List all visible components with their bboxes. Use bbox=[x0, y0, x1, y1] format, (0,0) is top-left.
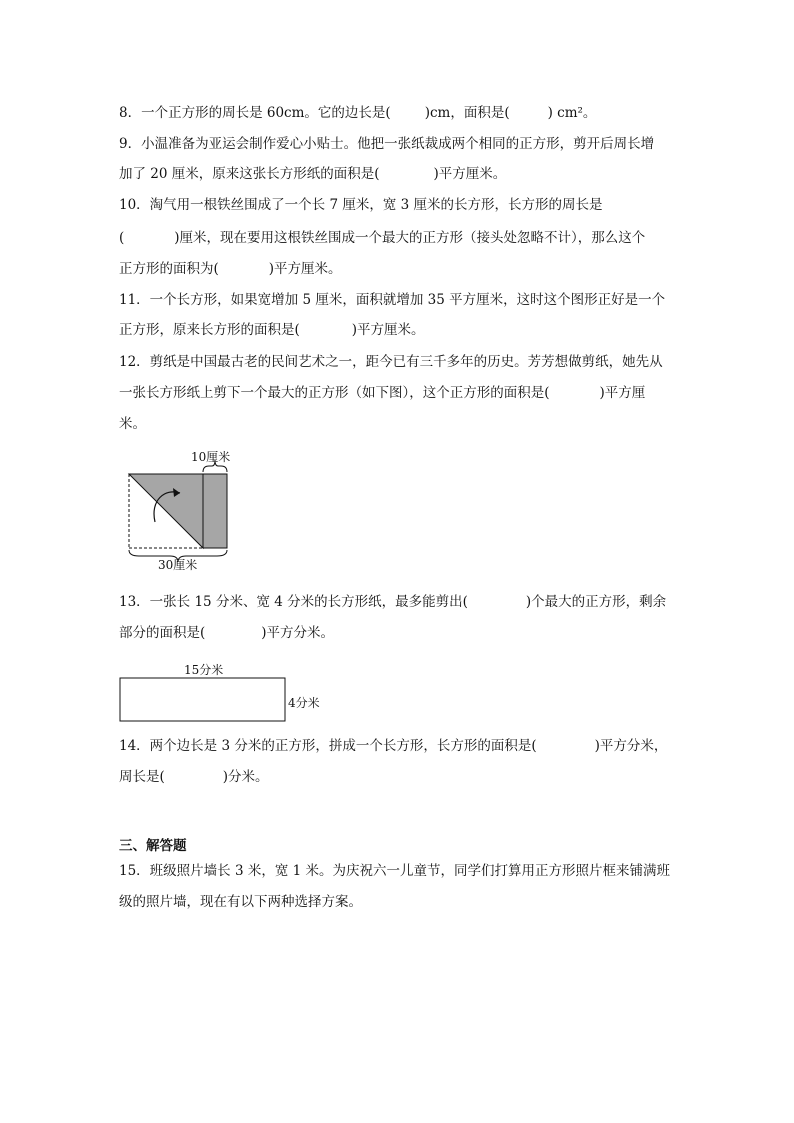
top-brace bbox=[203, 460, 227, 472]
q13-top-label: 15分米 bbox=[184, 663, 224, 677]
q13-rectangle bbox=[120, 678, 285, 721]
q13-text-b: )个最大的正方形，剩余 bbox=[525, 594, 667, 610]
folded-triangle bbox=[129, 474, 203, 548]
question-14-line-1 bbox=[119, 738, 667, 754]
q8-text-a: 8．一个正方形的周长是 60cm。它的边长是( bbox=[119, 105, 391, 121]
q13-text-d: )平方分米。 bbox=[261, 625, 335, 641]
q9-text-b: )平方厘米。 bbox=[433, 166, 507, 182]
question-12-line-3: 米。 bbox=[119, 416, 146, 432]
q11-text-b: )平方厘米。 bbox=[351, 322, 425, 338]
q10-text-b: )厘米，现在要用这根铁丝围成一个最大的正方形（接头处忽略不计），那么这个 bbox=[174, 230, 646, 246]
q10-text-a: ( bbox=[119, 230, 125, 246]
q11-text-a: 正方形，原来长方形的面积是( bbox=[119, 322, 300, 338]
question-11-line-2 bbox=[119, 322, 425, 338]
question-15-line-2: 级的照片墙，现在有以下两种选择方案。 bbox=[119, 894, 362, 910]
q14-text-d: )分米。 bbox=[222, 769, 269, 785]
question-13-line-1 bbox=[119, 594, 666, 610]
question-9-line-2 bbox=[119, 166, 506, 182]
section-3-title: 三、解答题 bbox=[119, 838, 187, 854]
q12-text-a: 一张长方形纸上剪下一个最大的正方形（如下图），这个正方形的面积是( bbox=[119, 385, 550, 401]
question-13-line-2 bbox=[119, 625, 334, 641]
question-10-line-3 bbox=[119, 261, 342, 277]
question-8 bbox=[119, 105, 596, 121]
q10-text-c: 正方形的面积为( bbox=[119, 261, 219, 277]
q8-text-b: )cm，面积是( bbox=[424, 105, 510, 121]
question-12-line-1: 12．剪纸是中国最古老的民间艺术之一，距今已有三千多年的历史。芳芳想做剪纸，她先从 bbox=[119, 354, 663, 370]
q14-text-c: 周长是( bbox=[119, 769, 165, 785]
question-14-line-2 bbox=[119, 769, 269, 785]
question-11-line-1: 11．一个长方形，如果宽增加 5 厘米，面积就增加 35 平方厘米，这时这个图形正好是一个 bbox=[119, 292, 666, 308]
fold-arrow bbox=[154, 492, 180, 522]
question-15-line-1: 15．班级照片墙长 3 米，宽 1 米。为庆祝六一儿童节，同学们打算用正方形照片框来铺满班 bbox=[119, 863, 671, 879]
q9-text-a: 加了 20 厘米，原来这张长方形纸的面积是( bbox=[119, 166, 380, 182]
question-9-line-1: 9．小温准备为亚运会制作爱心小贴士。他把一张纸裁成两个相同的正方形，剪开后周长增 bbox=[119, 136, 655, 152]
q10-text-d: )平方厘米。 bbox=[268, 261, 342, 277]
q8-text-c: ) cm²。 bbox=[547, 105, 597, 121]
q13-text-c: 部分的面积是( bbox=[119, 625, 206, 641]
q12-text-b: )平方厘 bbox=[599, 385, 646, 401]
fold-arrow-head bbox=[173, 488, 180, 497]
question-12-line-2 bbox=[119, 385, 645, 401]
q14-text-a: 14．两个边长是 3 分米的正方形，拼成一个长方形，长方形的面积是( bbox=[119, 738, 537, 754]
q13-text-a: 13．一张长 15 分米、宽 4 分米的长方形纸，最多能剪出( bbox=[119, 594, 468, 610]
remaining-strip bbox=[203, 474, 227, 548]
bottom-brace bbox=[129, 550, 227, 562]
q13-side-label: 4分米 bbox=[288, 696, 320, 710]
q14-text-b: )平方分米， bbox=[594, 738, 668, 754]
question-10-line-2 bbox=[119, 230, 645, 246]
q12-top-label: 10厘米 bbox=[191, 450, 231, 464]
q12-bottom-label: 30厘米 bbox=[158, 558, 198, 572]
question-10-line-1: 10．淘气用一根铁丝围成了一个长 7 厘米，宽 3 厘米的长方形，长方形的周长是 bbox=[119, 197, 603, 213]
